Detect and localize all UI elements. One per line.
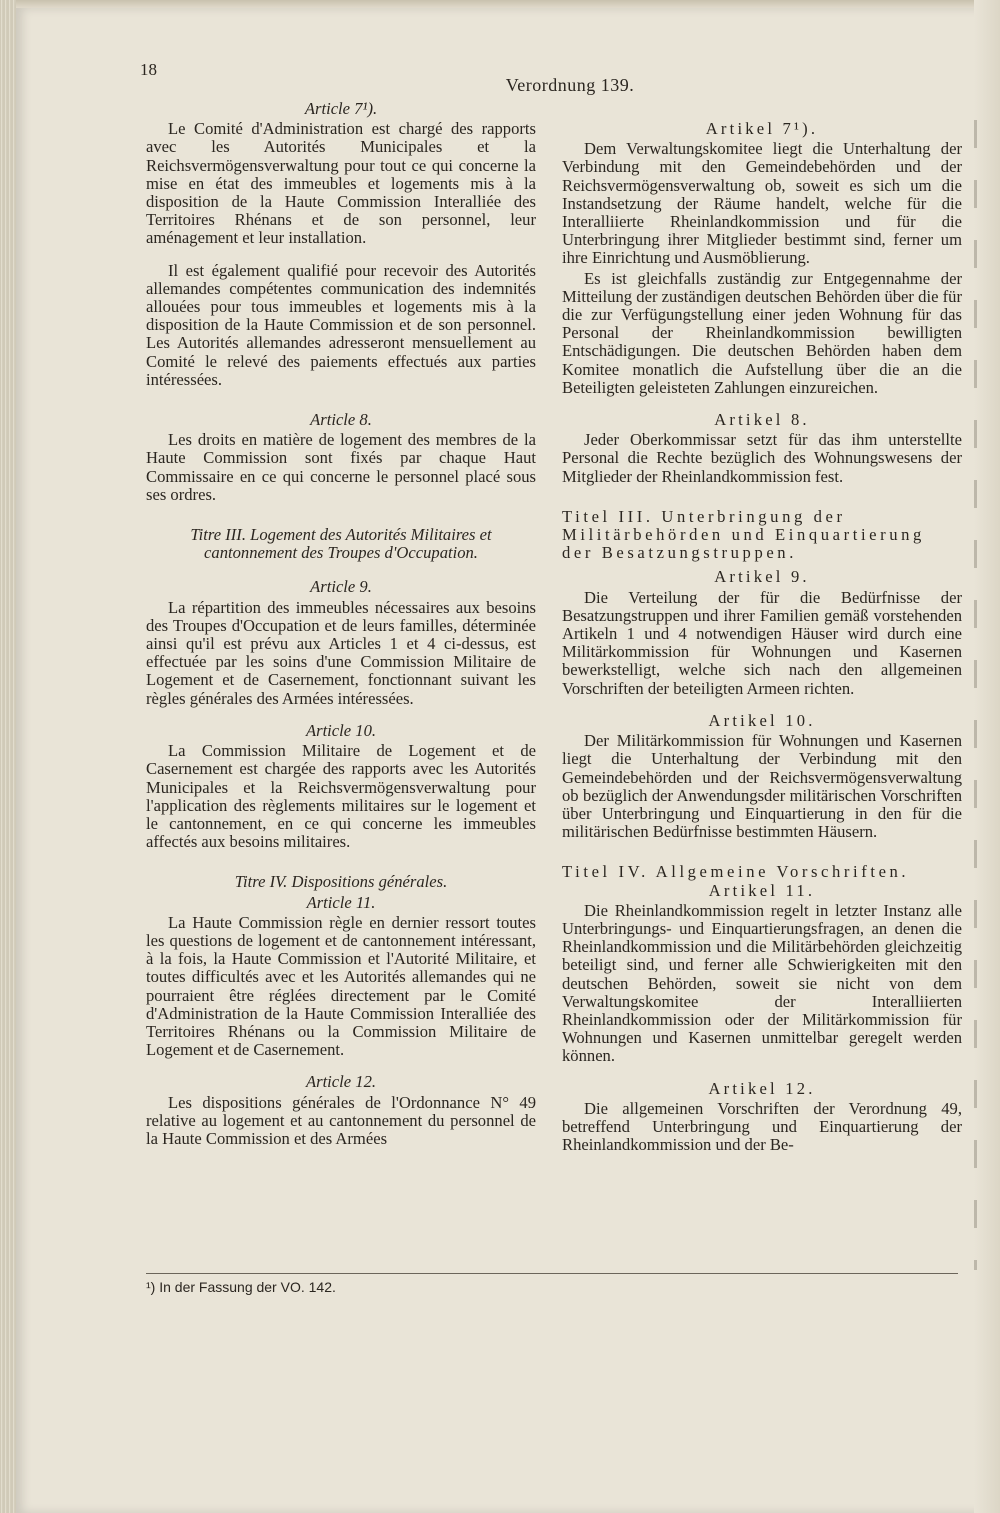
fr-article-12-paragraph-1: Les dispositions générales de l'Ordonnance N° 49 relative au logement et au cantonnement du personnel de la Haute Commission et des Armées	[146, 1092, 536, 1148]
de-artikel-7-heading: Artikel 7¹).	[705, 119, 819, 138]
french-column	[146, 100, 536, 1148]
de-artikel-8-heading: Artikel 8.	[714, 410, 810, 430]
de-artikel-7-paragraph-1: Dem Verwaltungskomitee liegt die Unterhaltung der Verbindung mit den Gemeindebehörden und der Reichsvermögensverwaltung ob, soweit es sich um die Instandsetzung der Räume handelt, welche für die Interalliierte Rheinlandkommission und für die Unterbringung ihrer Mitglieder bestimmt sind, ferner um ihre Einrichtung und Ausmöblierung.	[562, 139, 962, 268]
de-artikel-8-paragraph-1: Jeder Oberkommissar setzt für das ihm unterstellte Personal die Rechte bezüglich des Wohnungswesens der Mitglieder der Rheinlandkommission fest.	[562, 430, 962, 486]
fr-article-8-paragraph-1: Les droits en matière de logement des membres de la Haute Commission sont fixés par chaque Haut Commissaire en ce qui concerne le personnel placé sous ses ordres.	[146, 430, 536, 504]
fr-titre-3-heading: Titre III. Logement des Autorités Militaires et cantonnement des Troupes d'Occupation.	[190, 525, 492, 563]
german-column	[562, 100, 962, 1154]
fr-article-11-heading: Article 11.	[306, 892, 376, 912]
margin-marks	[974, 120, 977, 1270]
page-right-edge	[974, 0, 1000, 1513]
fr-article-8-heading: Article 8.	[310, 410, 372, 430]
de-titel-3-heading: Titel III. Unterbringung der Militärbehörden und Einquartierung der Besatzungstruppen.	[562, 506, 925, 563]
fr-article-11-paragraph-1: La Haute Commission règle en dernier ressort toutes les questions de logement et de cantonnement intéressant, à la fois, la Haute Commission et l'Autorité Militaire, et toutes difficultés avec et les Autorités allemandes qui ne pourraient être réglées directement par le Comité d'Administration de la Haute Commission Interalliée des Territoires Rhénans ou la Commission Militaire de Logement et de Casernement.	[146, 912, 536, 1060]
de-artikel-12-heading: Artikel 12.	[708, 1078, 816, 1098]
de-artikel-9-heading: Artikel 9.	[714, 567, 810, 587]
de-titel-4-heading: Titel IV. Allgemeine Vorschriften.	[562, 862, 910, 882]
fr-article-10-heading: Article 10.	[305, 720, 377, 740]
fr-article-7-paragraph-2: Il est également qualifié pour recevoir des Autorités allemandes compétentes communication des indemnités allouées pour tous immeubles et logements mis à la disposition de la Haute Commission et de son personnel. Les Autorités allemandes adresseront mensuellement au Comité le relevé des paiements effectués aux parties intéressées.	[146, 260, 536, 389]
de-artikel-9-paragraph-1: Die Verteilung der für die Bedürfnisse der Besatzungstruppen und ihrer Familien gemäß vorstehenden Artikeln 1 und 4 notwendigen Häuser wird durch eine Militärkommission für Wohnungen und Kasernen bewerkstelligt, welche sich nach den allgemeinen Vorschriften der beteiligten Armeen richten.	[562, 587, 962, 698]
footnote-rule	[146, 1273, 958, 1274]
fr-article-7-paragraph-1: Le Comité d'Administration est chargé des rapports avec les Autorités Municipales et la Reichsvermögensverwaltung pour tout ce qui concerne la mise en état des immeubles et logements mis à la disposition de la Haute Commission Interalliée des Territoires Rhénans et de son personnel, leur aménagement et leur installation.	[146, 119, 536, 248]
fr-article-7-heading: Article 7¹).	[304, 99, 378, 118]
footnote: ¹) In der Fassung der VO. 142.	[146, 1279, 336, 1295]
fr-article-12-heading: Article 12.	[305, 1072, 377, 1092]
fr-article-9-paragraph-1: La répartition des immeubles nécessaires aux besoins des Troupes d'Occupation et de leurs familles, déterminée ainsi qu'il est prévu aux Articles 1 et 4 ci-dessus, est effectuée par les soins d'une Commission Militaire de Logement et de Casernement, fonctionnant suivant les règles générales des Armées intéressées.	[146, 597, 536, 708]
fr-titre-4-heading: Titre IV. Dispositions générales.	[234, 872, 448, 892]
de-artikel-11-paragraph-1: Die Rheinlandkommission regelt in letzter Instanz alle Unterbringungs- und Einquartierungsfragen, an denen die Rheinlandkommission und die Militärbehörden gleichzeitig beteiligt sind, und ferner alle Schwierigkeiten mit den deutschen Behörden, soweit sie nicht von dem Verwaltungskomitee der Interalliierten Rheinlandkommission oder der Militärkommission für Wohnungen und Kasernen unmittelbar geregelt werden können.	[562, 900, 962, 1066]
book-edge	[0, 0, 16, 1513]
fr-article-9-heading: Article 9.	[310, 577, 372, 597]
de-artikel-10-heading: Artikel 10.	[708, 710, 816, 730]
running-head: Verordnung 139.	[505, 75, 635, 95]
fr-article-10-paragraph-1: La Commission Militaire de Logement et de Casernement est chargée des rapports avec les Autorités Municipales et la Reichsvermögensverwaltung pour l'application des règlements militaires sur le logement et le cantonnement, en ce qui concerne les immeubles affectés aux besoins militaires.	[146, 741, 536, 852]
de-artikel-12-paragraph-1: Die allgemeinen Vorschriften der Verordnung 49, betreffend Unterbringung und Einquartierung der Rheinlandkommission und der Be-	[562, 1098, 962, 1155]
de-artikel-10-paragraph-1: Der Militärkommission für Wohnungen und Kasernen liegt die Unterhaltung der Verbindung mit den Gemeindebehörden und der Reichsvermögensverwaltung ob bezüglich der Anwendungsder militärischen Vorschriften über Unterbringung und Einquartierung in den für die militärischen Bedürfnisse bestimmten Häusern.	[562, 731, 962, 842]
de-artikel-7-paragraph-2: Es ist gleichfalls zuständig zur Entgegennahme der Mitteilung der zuständigen deutschen Behörden über die für die zur Verfügungstellung einer jeden Wohnung für das Personal der Rheinlandkommission bewilligten Entschädigungen. Die deutschen Behörden haben dem Komitee monatlich die Aufstellung über die an die Beteiligten geleisteten Zahlungen einzureichen.	[562, 268, 962, 397]
page-number: 18	[140, 60, 157, 79]
de-artikel-11-heading: Artikel 11.	[708, 880, 816, 900]
